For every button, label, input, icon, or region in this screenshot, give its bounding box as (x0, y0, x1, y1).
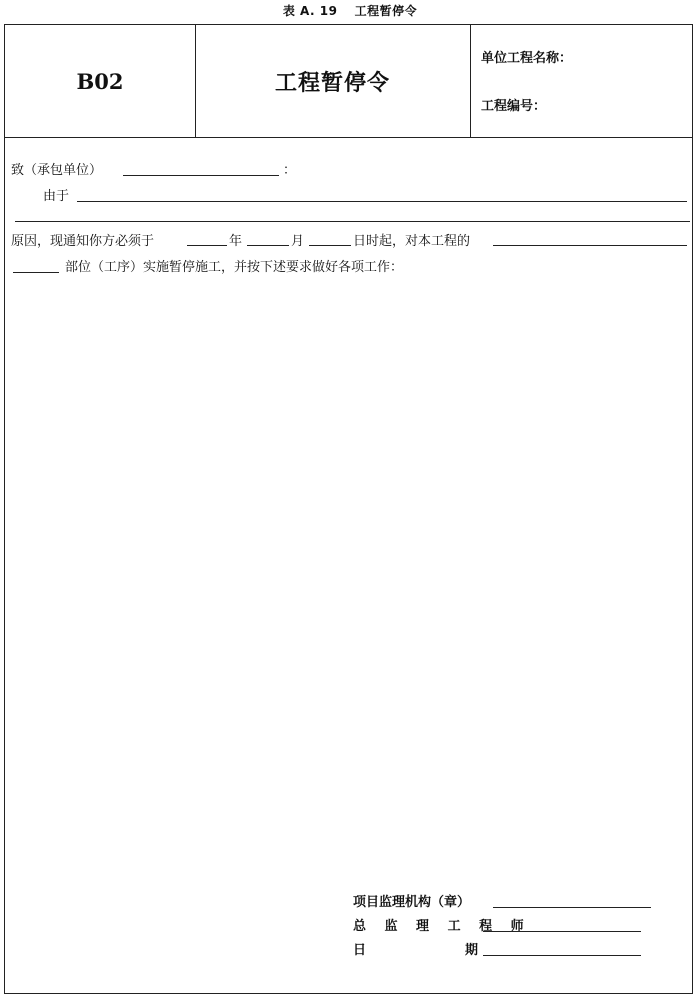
year-label: 年 (229, 234, 243, 249)
date-field[interactable] (483, 955, 641, 956)
chief-engineer-label: 总 监 理 工 程 师 (353, 919, 531, 934)
project-number-label: 工程编号： (481, 99, 547, 114)
date-label-second-char: 期 (465, 943, 479, 958)
day-field[interactable] (309, 245, 351, 246)
month-label: 月 (291, 234, 305, 249)
to-contractor-label: 致（承包单位） (11, 163, 103, 178)
form-title: 工程暂停令 (195, 25, 471, 137)
because-label: 由于 (43, 189, 70, 204)
reason-notice-text: 原因，现通知你方必须于 (11, 234, 155, 249)
table-caption: 表 A. 19 工程暂停令 (282, 4, 418, 18)
contractor-name-field[interactable] (123, 175, 279, 176)
date-label-first-char: 日 (353, 943, 367, 958)
year-field[interactable] (187, 245, 227, 246)
header-row (5, 25, 692, 138)
project-part-field[interactable] (493, 245, 687, 246)
unit-project-name-label: 单位工程名称： (481, 51, 573, 66)
reason-field-line-1[interactable] (77, 201, 687, 202)
form-frame (4, 24, 693, 994)
supervision-agency-field[interactable] (493, 907, 651, 908)
supervision-agency-label: 项目监理机构（章） (353, 895, 471, 910)
form-code: B02 (5, 25, 196, 137)
day-time-text: 日时起，对本工程的 (353, 234, 471, 249)
month-field[interactable] (247, 245, 289, 246)
reason-field-line-2[interactable] (15, 221, 690, 222)
part-name-field[interactable] (13, 272, 59, 273)
header-meta (471, 25, 693, 137)
suspension-instruction-text: 部位（工序）实施暂停施工，并按下述要求做好各项工作： (65, 260, 404, 275)
chief-engineer-field[interactable] (483, 931, 641, 932)
to-colon: ： (283, 163, 297, 178)
